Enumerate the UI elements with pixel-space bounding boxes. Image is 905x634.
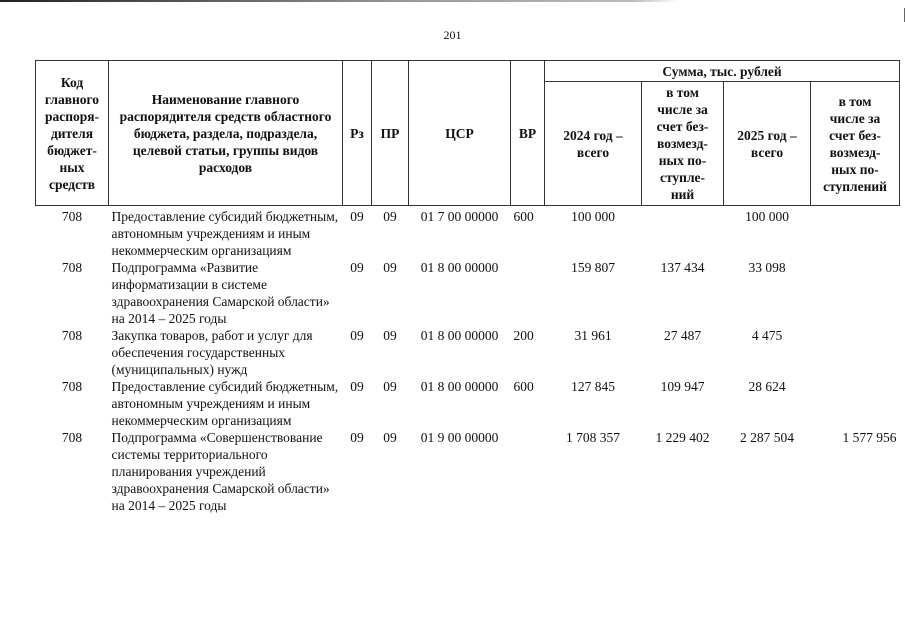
scan-artifact-top-edge [0, 0, 905, 2]
page-number: 201 [443, 28, 462, 42]
cell-name: Предоставление субсидий бюджетным, автономным учреждениям и иным некоммерческим организациям [111, 209, 339, 258]
cell-rz: 09 [350, 260, 364, 275]
cell-rz: 09 [350, 328, 364, 343]
cell-2024-grants: 109 947 [660, 379, 705, 394]
header-2025-total: 2025 год – всего [724, 82, 811, 206]
header-code: Код главного распоря- дителя бюджет- ных средств [36, 61, 109, 206]
cell-pr: 09 [383, 260, 397, 275]
cell-code: 708 [61, 430, 83, 445]
cell-name: Подпрограмма «Развитие информатизации в системе здравоохранения Самарской области» на 2014 – 2025 годы [111, 260, 330, 326]
cell-2025-total: 33 098 [748, 260, 786, 275]
cell-2025-grants [811, 259, 900, 327]
budget-allocation-table [35, 60, 900, 514]
cell-rz: 09 [350, 209, 364, 224]
cell-2025-grants [811, 378, 900, 429]
cell-vr: 600 [513, 209, 534, 224]
cell-2025-total: 2 287 504 [740, 430, 794, 445]
cell-2024-total: 100 000 [571, 209, 615, 224]
cell-2025-total: 28 624 [748, 379, 786, 394]
header-csr: ЦСР [409, 61, 511, 206]
cell-2025-grants [811, 206, 900, 260]
cell-csr: 01 8 00 00000 [420, 379, 499, 394]
table-body [36, 206, 900, 515]
header-rz: Рз [343, 61, 372, 206]
cell-rz: 09 [350, 379, 364, 394]
cell-2024-total: 1 708 357 [566, 430, 620, 445]
cell-2024-grants: 1 229 402 [655, 430, 710, 445]
cell-csr: 01 8 00 00000 [420, 328, 499, 343]
cell-code: 708 [61, 379, 83, 394]
cell-code: 708 [61, 209, 83, 224]
cell-2024-total: 31 961 [574, 328, 612, 343]
cell-code: 708 [61, 260, 83, 275]
cell-vr [511, 259, 545, 327]
header-2024-total: 2024 год – всего [545, 82, 642, 206]
cell-vr: 200 [513, 328, 534, 343]
cell-code: 708 [61, 328, 83, 343]
cell-2024-total: 127 845 [571, 379, 615, 394]
cell-vr: 600 [513, 379, 534, 394]
cell-name: Подпрограмма «Совершенствование системы территориального планирования учреждений здравоохранения Самарской области» на 2014 – 2025 годы [111, 430, 330, 513]
cell-2024-grants [642, 206, 724, 260]
table-row [36, 429, 900, 514]
cell-2024-grants: 27 487 [663, 328, 702, 343]
cell-2025-grants [811, 327, 900, 378]
header-name: Наименование главного распорядителя средств областного бюджета, раздела, подраздела, целевой статьи, группы видов расходов [109, 61, 343, 206]
cell-pr: 09 [383, 328, 397, 343]
table-row [36, 206, 900, 260]
header-vr: ВР [511, 61, 545, 206]
cell-2025-total: 100 000 [745, 209, 789, 224]
header-pr: ПР [372, 61, 409, 206]
cell-csr: 01 7 00 00000 [420, 209, 499, 224]
cell-pr: 09 [383, 379, 397, 394]
table-header [36, 61, 900, 206]
cell-csr: 01 9 00 00000 [420, 430, 499, 445]
cell-2024-total: 159 807 [571, 260, 615, 275]
cell-pr: 09 [383, 430, 397, 445]
header-2025-grants: в том числе за счет без- возмезд- ных по- ступлений [811, 82, 900, 206]
table-row [36, 378, 900, 429]
cell-2025-total: 4 475 [751, 328, 783, 343]
header-sum-group: Сумма, тыс. рублей [545, 61, 900, 82]
cell-rz: 09 [350, 430, 364, 445]
cell-2025-grants: 1 577 956 [842, 430, 897, 445]
table-row [36, 259, 900, 327]
cell-name: Предоставление субсидий бюджетным, автономным учреждениям и иным некоммерческим организациям [111, 379, 339, 428]
header-2024-grants: в том числе за счет без- возмезд- ных по- ступле- ний [642, 82, 724, 206]
cell-name: Закупка товаров, работ и услуг для обеспечения государственных (муниципальных) нужд [111, 328, 313, 377]
table-row [36, 327, 900, 378]
cell-vr [511, 429, 545, 514]
cell-csr: 01 8 00 00000 [420, 260, 499, 275]
cell-2024-grants: 137 434 [660, 260, 705, 275]
cell-pr: 09 [383, 209, 397, 224]
